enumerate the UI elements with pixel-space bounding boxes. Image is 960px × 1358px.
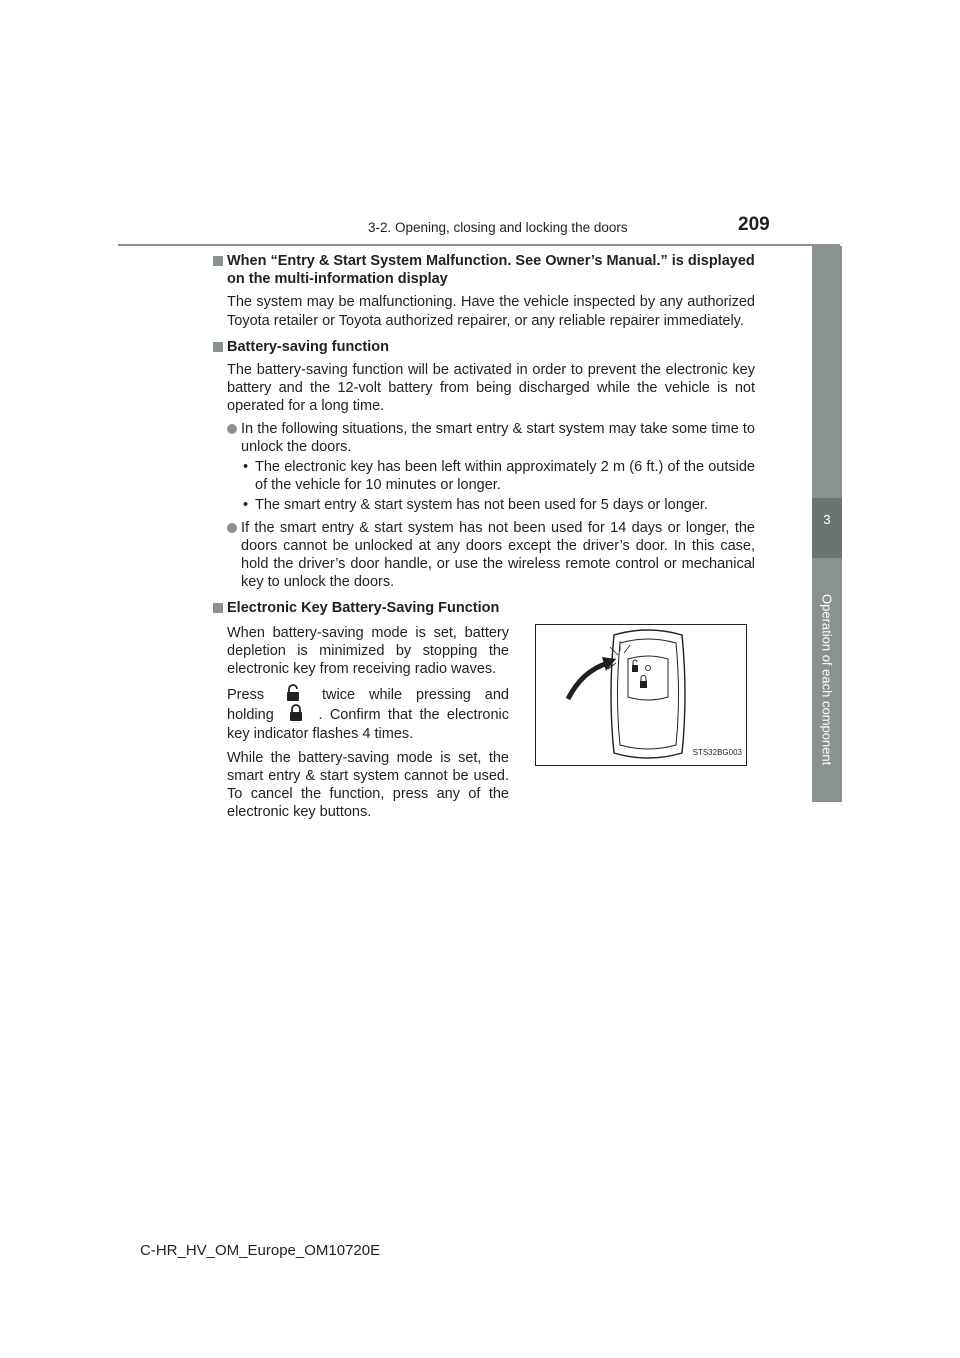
chapter-number: 3 [823,512,831,527]
sub-item [213,458,755,494]
page-number: 209 [738,214,770,235]
section-title [213,252,755,288]
sub-item-text: The electronic key has been left within approximately 2 m (6 ft.) of the outside of the vehicle for 10 minutes or longer. [255,459,755,494]
footer-document-id: C-HR_HV_OM_Europe_OM10720E [140,1242,381,1259]
section-battery-saving [213,338,755,592]
section-title-text: When “Entry & Start System Malfunction. See Owner’s Manual.” is displayed on the multi-information display [227,253,755,288]
section-body: The battery-saving function will be activated in order to prevent the electronic key battery and the 12-volt battery from being discharged while the vehicle is not operated for a long time. [227,362,755,415]
electronic-key-figure [535,624,747,766]
square-bullet-icon [213,256,223,266]
column-text [227,624,509,828]
square-bullet-icon [213,603,223,613]
section-title-text: Electronic Key Battery-Saving Function [227,600,500,617]
page-content [213,252,755,836]
section-key-battery-saving [213,599,755,827]
side-tab-top [812,246,842,498]
sub-item [213,496,755,514]
bullet-item [213,420,755,456]
paragraph: When battery-saving mode is set, battery depletion is minimized by stopping the electronic key from receiving radio waves. [227,624,509,678]
press-text-2: twice while pressing and holding [227,687,509,724]
press-text: Press [227,687,265,704]
section-title [213,599,755,617]
section-malfunction [213,252,755,330]
bullet-text: If the smart entry & start system has not been used for 14 days or longer, the doors cannot be unlocked at any doors except the driver’s door. In this case, hold the driver’s door handle, or use the wireless remote control or mechanical key to unlock the doors. [241,519,755,591]
paragraph: While the battery-saving mode is set, the smart entry & start system cannot be used. To cancel the function, press any of the electronic key buttons. [227,749,509,821]
side-tab-chapter [812,498,842,558]
section-body: The system may be malfunctioning. Have the vehicle inspected by any authorized Toyota retailer or Toyota authorized repairer, or any reliable repairer immediately. [227,294,755,329]
sub-item-text: The smart entry & start system has not been used for 5 days or longer. [255,497,708,514]
chapter-title [812,564,842,796]
two-column-block [213,624,755,828]
header-rule [118,244,840,246]
bullet-text: In the following situations, the smart entry & start system may take some time to unlock the doors. [241,420,755,455]
unlock-icon [278,684,308,702]
lock-icon [281,704,311,722]
section-title-text: Battery-saving function [227,338,389,355]
header-section-title: 3-2. Opening, closing and locking the doors [368,220,628,235]
figure-code: STS32BG003 [692,748,742,758]
circle-bullet-icon [227,523,237,533]
paragraph-press [227,684,509,743]
circle-bullet-icon [227,424,237,434]
section-title [213,338,755,356]
sub-bullet-mark: • [243,497,249,514]
bullet-item [213,519,755,592]
square-bullet-icon [213,342,223,352]
sub-bullet-mark: • [243,459,249,476]
chapter-title-text: Operation of each component [819,594,835,766]
press-text-3: . Confirm that the electronic key indicator flashes 4 times. [227,707,509,742]
